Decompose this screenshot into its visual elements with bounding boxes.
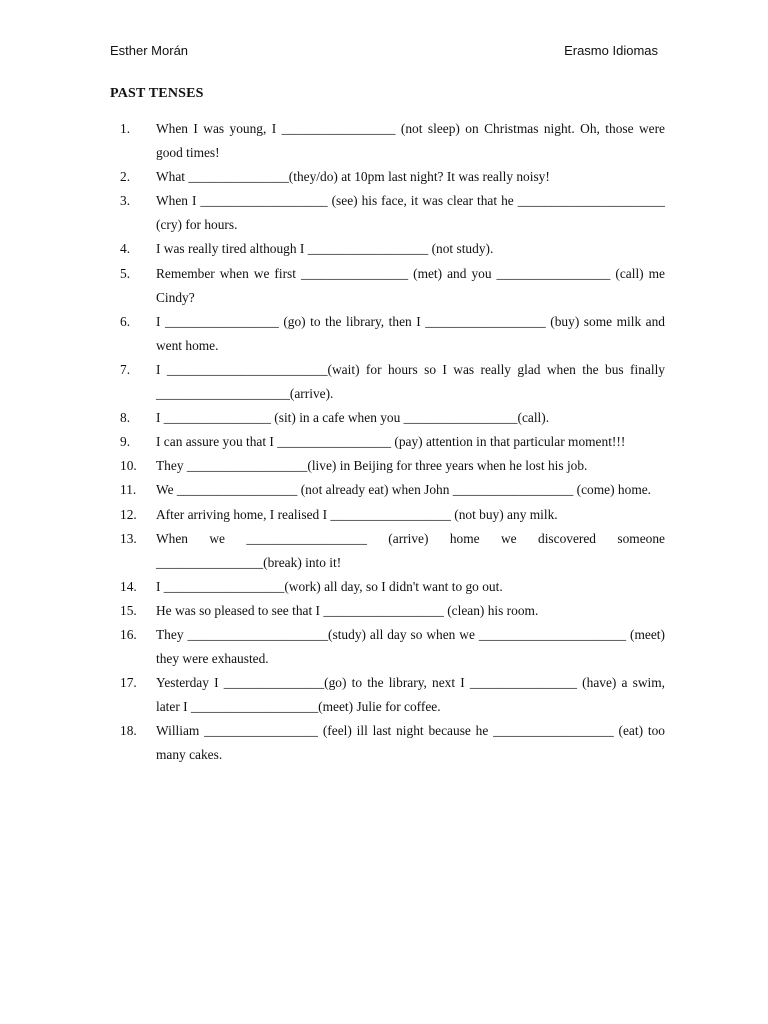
exercise-text: They _____________________(study) all day so when we ______________________ (meet) they were exhausted. [156, 626, 669, 667]
exercise-text: Yesterday I _______________(go) to the library, next I ________________ (have) a swim, later I ___________________(meet) Julie for coffee. [156, 675, 669, 715]
exercise-item [120, 117, 669, 165]
exercise-number: 3. [120, 193, 131, 209]
exercise-item [120, 358, 669, 406]
exercise-text: We __________________ (not already eat) when John __________________ (come) home. [156, 482, 652, 498]
exercise-number: 17. [120, 675, 137, 691]
exercise-text: They __________________(live) in Beijing for three years when he lost his job. [156, 458, 588, 474]
exercise-text: I can assure you that I _________________ (pay) attention in that particular moment!!! [156, 434, 626, 450]
exercise-number: 11. [120, 482, 137, 498]
exercise-text: I ________________ (sit) in a cafe when you _________________(call). [156, 410, 550, 426]
exercise-text: I ________________________(wait) for hours so I was really glad when the bus finally ____________________(arrive). [156, 361, 669, 402]
exercise-number: 2. [120, 169, 131, 185]
exercise-number: 9. [120, 434, 131, 450]
exercise-text: When we __________________ (arrive) home we discovered someone ________________(break) into it! [156, 530, 669, 570]
exercise-item [120, 527, 669, 575]
exercise-number: 16. [120, 626, 137, 642]
exercise-number: 14. [120, 578, 137, 594]
exercise-number: 4. [120, 241, 131, 257]
exercise-text: William _________________ (feel) ill last night because he __________________ (eat) too many cakes. [156, 723, 669, 763]
exercise-number: 8. [120, 410, 131, 426]
exercise-item [120, 454, 665, 478]
exercise-text: He was so pleased to see that I __________________ (clean) his room. [156, 602, 539, 618]
exercise-item [120, 189, 669, 237]
exercise-text: When I was young, I _________________ (not sleep) on Christmas night. Oh, those were good times! [156, 121, 669, 161]
exercise-number: 18. [120, 723, 137, 739]
exercise-list [120, 117, 669, 768]
exercise-item [120, 623, 669, 671]
exercise-item [120, 262, 669, 310]
exercise-item [120, 719, 669, 767]
exercise-number: 13. [120, 530, 137, 546]
exercise-number: 10. [120, 458, 137, 474]
header-organization: Erasmo Idiomas [564, 43, 658, 58]
exercise-text: What _______________(they/do) at 10pm last night? It was really noisy! [156, 169, 550, 185]
exercise-number: 6. [120, 313, 131, 329]
page-title: PAST TENSES [110, 86, 204, 101]
exercise-item [120, 237, 665, 261]
exercise-item [120, 406, 665, 430]
exercise-text: Remember when we first ________________ (met) and you _________________ (call) me Cindy? [156, 265, 669, 305]
header-author: Esther Morán [110, 43, 189, 58]
exercise-number: 1. [120, 121, 131, 136]
exercise-number: 15. [120, 602, 137, 618]
exercise-number: 5. [120, 265, 131, 281]
exercise-item [120, 671, 669, 719]
exercise-text: After arriving home, I realised I __________________ (not buy) any milk. [156, 506, 558, 522]
exercise-item [120, 478, 665, 502]
exercise-number: 12. [120, 506, 137, 522]
exercise-text: I __________________(work) all day, so I didn't want to go out. [156, 578, 503, 594]
exercise-text: When I ___________________ (see) his face, it was clear that he ______________________ (cry) for hours. [156, 193, 669, 233]
exercise-item [120, 599, 665, 623]
exercise-text: I _________________ (go) to the library, then I __________________ (buy) some milk and went home. [156, 313, 669, 353]
exercise-item [120, 503, 665, 527]
exercise-item [120, 430, 665, 454]
exercise-item [120, 310, 669, 358]
exercise-item [120, 165, 665, 189]
exercise-item [120, 575, 665, 599]
exercise-number: 7. [120, 361, 131, 377]
exercise-text: I was really tired although I __________________ (not study). [156, 241, 494, 257]
